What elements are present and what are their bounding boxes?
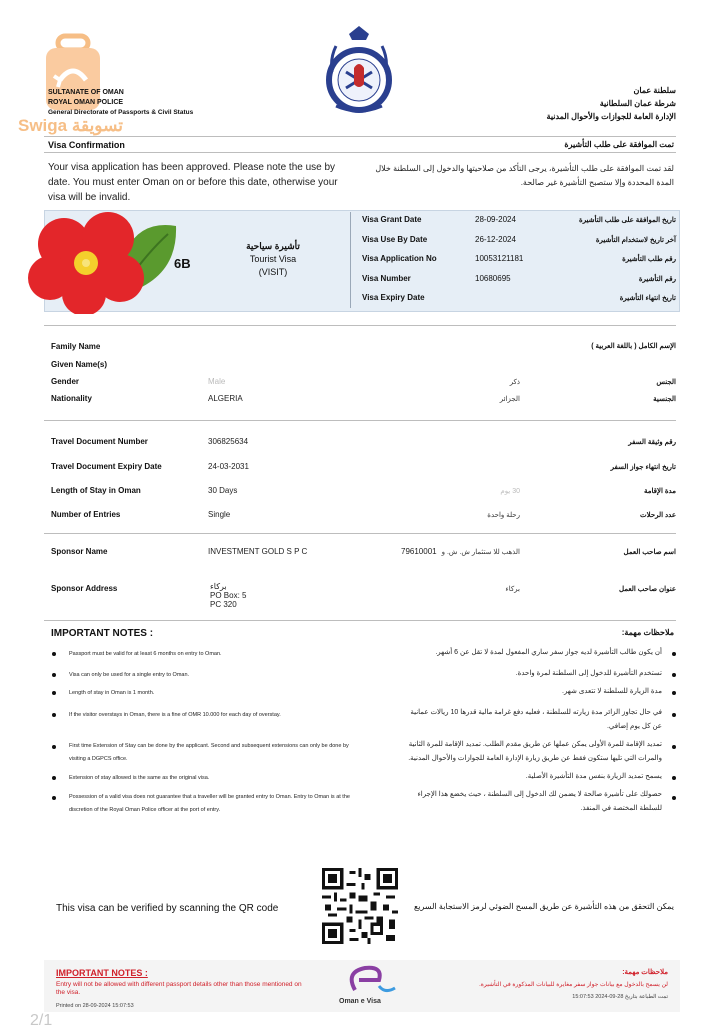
visa-type: [238, 240, 308, 279]
sponsor-address-label-ar: عنوان صاحب العمل: [619, 586, 676, 593]
oman-evisa-logo: [335, 962, 405, 1010]
grant-date-value: 28-09-2024: [475, 215, 516, 224]
application-no-label-ar: رقم طلب التأشيرة: [622, 256, 676, 263]
approval-message: Your visa application has been approved. Please note the use by date. You must enter Oman on or before this date, otherwise your visa will be invalid.: [48, 162, 338, 203]
sponsor-name-label-ar: اسم صاحب العمل: [623, 549, 676, 556]
bullet: [672, 652, 676, 656]
bullet: [672, 745, 676, 749]
sponsor-name-label: Sponsor Name: [51, 547, 108, 556]
footer-notes-text-ar: لن يسمح بالدخول مع بيانات جواز سفر مغايرة للبيانات المذكورة في التأشيرة.: [479, 982, 668, 988]
note-2-ar: تستخدم التأشيرة للدخول إلى السلطنة لمرة واحدة.: [515, 670, 662, 677]
given-names-label: Given Name(s): [51, 360, 108, 369]
evisa-logo-text: Oman e Visa: [339, 998, 381, 1005]
sponsor-address-line-2: PO Box: 5: [210, 591, 247, 600]
visa-number-label: Visa Number: [362, 274, 411, 283]
sponsor-address-line-3: PC 320: [210, 600, 237, 609]
bullet: [672, 776, 676, 780]
stay-length-value: 30 Days: [208, 486, 238, 495]
bullet: [672, 673, 676, 677]
travel-doc-expiry-label: Travel Document Expiry Date: [51, 462, 162, 471]
header-ar: [547, 84, 676, 123]
entries-value-ar: رحلة واحدة: [487, 512, 520, 519]
bullet: [672, 713, 676, 717]
note-6: Extension of stay allowed is the same as the original visa.: [69, 775, 210, 781]
bullet: [52, 796, 56, 800]
use-by-date-label: Visa Use By Date: [362, 235, 428, 244]
sponsor-address: [210, 582, 246, 609]
note-1-ar: أن يكون طالب التأشيرة لديه جواز سفر ساري المفعول لمدة لا تقل عن 6 أشهر.: [435, 649, 662, 656]
footer-notes-text: Entry will not be allowed with different passport details other than those mentioned on the visa.: [56, 981, 302, 996]
nationality-value-ar: الجزائر: [499, 396, 520, 403]
expiry-date-label-ar: تاريخ انتهاء التأشيرة: [619, 295, 676, 302]
grant-date-label: Visa Grant Date: [362, 215, 422, 224]
approval-message-ar: لقد تمت الموافقة على طلب التأشيرة، يرجى التأكد من صلاحيتها والدخول إلى السلطنة خلال المدة المحددة وإلا ستصبح التأشيرة غير صالحة.: [375, 164, 674, 187]
important-notes-title-ar: ملاحظات مهمة:: [621, 628, 674, 637]
footer-notes-title: IMPORTANT NOTES :: [56, 968, 148, 978]
note-7-ar: حصولك على تأشيرة صالحة لا يضمن لك الدخول إلى السلطنة ، حيث يخضع هذا الإجراء للسلطة المختصة في المنفذ.: [417, 791, 662, 812]
travel-doc-number-value: 306825634: [208, 437, 249, 446]
header-en: [48, 88, 193, 118]
flower-sticker: [28, 208, 180, 314]
divider: [44, 136, 676, 137]
sponsor-name-value: INVESTMENT GOLD S P C: [208, 547, 308, 556]
entries-label-ar: عدد الرحلات: [640, 512, 676, 519]
bullet: [672, 796, 676, 800]
visa-number-value: 10680695: [475, 274, 511, 283]
box-divider: [350, 212, 351, 308]
header-line-1: SULTANATE OF OMAN: [48, 89, 124, 96]
bullet: [52, 673, 56, 677]
swiga-watermark-logo: [18, 28, 128, 138]
royal-oman-police-emblem: [324, 24, 394, 118]
header-line-3: General Directorate of Passports & Civil Status: [48, 109, 194, 116]
page-number: 2/1: [30, 1012, 53, 1029]
divider: [44, 620, 676, 621]
visa-type-code: 6B: [174, 256, 191, 271]
visa-type-paren: (VISIT): [258, 267, 288, 277]
travel-doc-number-label-ar: رقم وثيقة السفر: [628, 439, 676, 446]
bullet: [52, 713, 56, 717]
note-1: Passport must be valid for at least 6 months on entry to Oman.: [69, 651, 222, 657]
nationality-label: Nationality: [51, 394, 92, 403]
stay-length-value-ar: 30 يوم: [500, 488, 520, 495]
important-notes-title: IMPORTANT NOTES :: [51, 628, 154, 639]
gender-value-ar: ذكر: [509, 379, 520, 386]
divider: [44, 420, 676, 421]
note-3-ar: مدة الزيارة للسلطنة لا تتعدى شهر.: [562, 688, 662, 695]
use-by-date-value: 26-12-2024: [475, 235, 516, 244]
note-5-ar: تمديد الإقامة للمرة الأولى يمكن عملها عن طريق مقدم الطلب. تمديد الإقامة للمرة الثانية والمرات التي تليها ستكون فقط عن طريق زيارة الإدارة العامة للجوازات والأحوال المدنية.: [408, 741, 662, 762]
bullet: [52, 745, 56, 749]
bullet: [52, 691, 56, 695]
header-ar-line-3: الإدارة العامة للجوازات والأحوال المدنية: [546, 112, 676, 121]
sponsor-address-ar: بركاء: [505, 586, 520, 593]
gender-label: Gender: [51, 377, 80, 386]
grant-date-label-ar: تاريخ الموافقة على طلب التأشيرة: [579, 217, 676, 224]
printed-date: Printed on 28-09-2024 15:07:53: [56, 1003, 134, 1009]
use-by-date-label-ar: آخر تاريخ لاستخدام التأشيرة: [595, 237, 676, 244]
travel-doc-expiry-value: 24-03-2031: [208, 462, 249, 471]
printed-date-ar: تمت الطباعة بتاريخ 28-09-2024 15:07:53: [572, 994, 668, 1000]
bullet: [672, 691, 676, 695]
note-4: If the visitor overstays in Oman, there is a fine of OMR 10.000 for each day of overstay.: [69, 712, 281, 718]
header-line-2: ROYAL OMAN POLICE: [48, 99, 124, 106]
family-name-label: Family Name: [51, 342, 101, 351]
bullet: [52, 652, 56, 656]
bullet: [52, 776, 56, 780]
verify-text: This visa can be verified by scanning the QR code: [56, 903, 279, 914]
verify-text-ar: يمكن التحقق من هذه التأشيرة عن طريق المسح الضوئي لرمز الاستجابة السريع: [413, 902, 674, 911]
gender-label-ar: الجنس: [656, 379, 676, 386]
visa-confirmation-title-ar: تمت الموافقة على طلب التأشيرة: [564, 140, 674, 149]
note-5: First time Extension of Stay can be done by the applicant. Second and subsequent extensions can only be done by visiting a DGPCS office.: [69, 743, 349, 762]
note-2: Visa can only be used for a single entry to Oman.: [69, 672, 190, 678]
qr-code[interactable]: [322, 868, 398, 944]
travel-doc-number-label: Travel Document Number: [51, 437, 148, 446]
divider: [44, 325, 676, 326]
entries-value: Single: [208, 510, 231, 519]
note-7: Possession of a valid visa does not guarantee that a traveller will be granted entry to Oman. Entry to Oman is at the discretion of the Royal Oman Police officer at the port of entry.: [69, 794, 350, 813]
header-ar-line-2: شرطة عمان السلطانية: [599, 99, 676, 108]
visa-number-label-ar: رقم التأشيرة: [638, 276, 676, 283]
visa-type-ar: تأشيرة سياحية: [246, 241, 300, 251]
sponsor-address-line-1: بركاء: [210, 582, 227, 591]
gender-value: Male: [208, 377, 226, 386]
sponsor-name-ar: الذهب للا ستثمار ش. ش. و: [441, 549, 520, 556]
application-no-value: 10053121181: [475, 254, 524, 263]
divider: [44, 533, 676, 534]
expiry-date-label: Visa Expiry Date: [362, 293, 425, 302]
note-3: Length of stay in Oman is 1 month.: [69, 690, 155, 696]
nationality-value: ALGERIA: [208, 394, 243, 403]
entries-label: Number of Entries: [51, 510, 121, 519]
full-name-ar-label: الإسم الكامل ( باللغة العربية ): [591, 343, 676, 350]
sponsor-address-label: Sponsor Address: [51, 584, 118, 593]
note-6-ar: يسمح تمديد الزيارة بنفس مدة التأشيرة الأصلية.: [525, 773, 662, 780]
stay-length-label: Length of Stay in Oman: [51, 486, 141, 495]
note-4-ar: في حال تجاوز الزائر مدة زيارته للسلطنة ، فعليه دفع غرامة مالية قدرها 10 ريالات عمانية عن كل يوم إضافي.: [410, 709, 662, 730]
visa-type-en: Tourist Visa: [249, 254, 297, 264]
application-no-label: Visa Application No: [362, 254, 437, 263]
travel-doc-expiry-label-ar: تاريخ انتهاء جواز السفر: [610, 464, 676, 471]
watermark-text: Swiga تسويقة: [18, 116, 123, 135]
stay-length-label-ar: مدة الإقامة: [644, 488, 676, 495]
divider: [44, 152, 676, 153]
visa-confirmation-title: Visa Confirmation: [48, 140, 125, 150]
footer-notes-title-ar: ملاحظات مهمة:: [622, 969, 668, 976]
sponsor-phone: 79610001: [401, 547, 437, 556]
header-ar-line-1: سلطنة عمان: [633, 86, 676, 95]
nationality-label-ar: الجنسية: [653, 396, 676, 403]
